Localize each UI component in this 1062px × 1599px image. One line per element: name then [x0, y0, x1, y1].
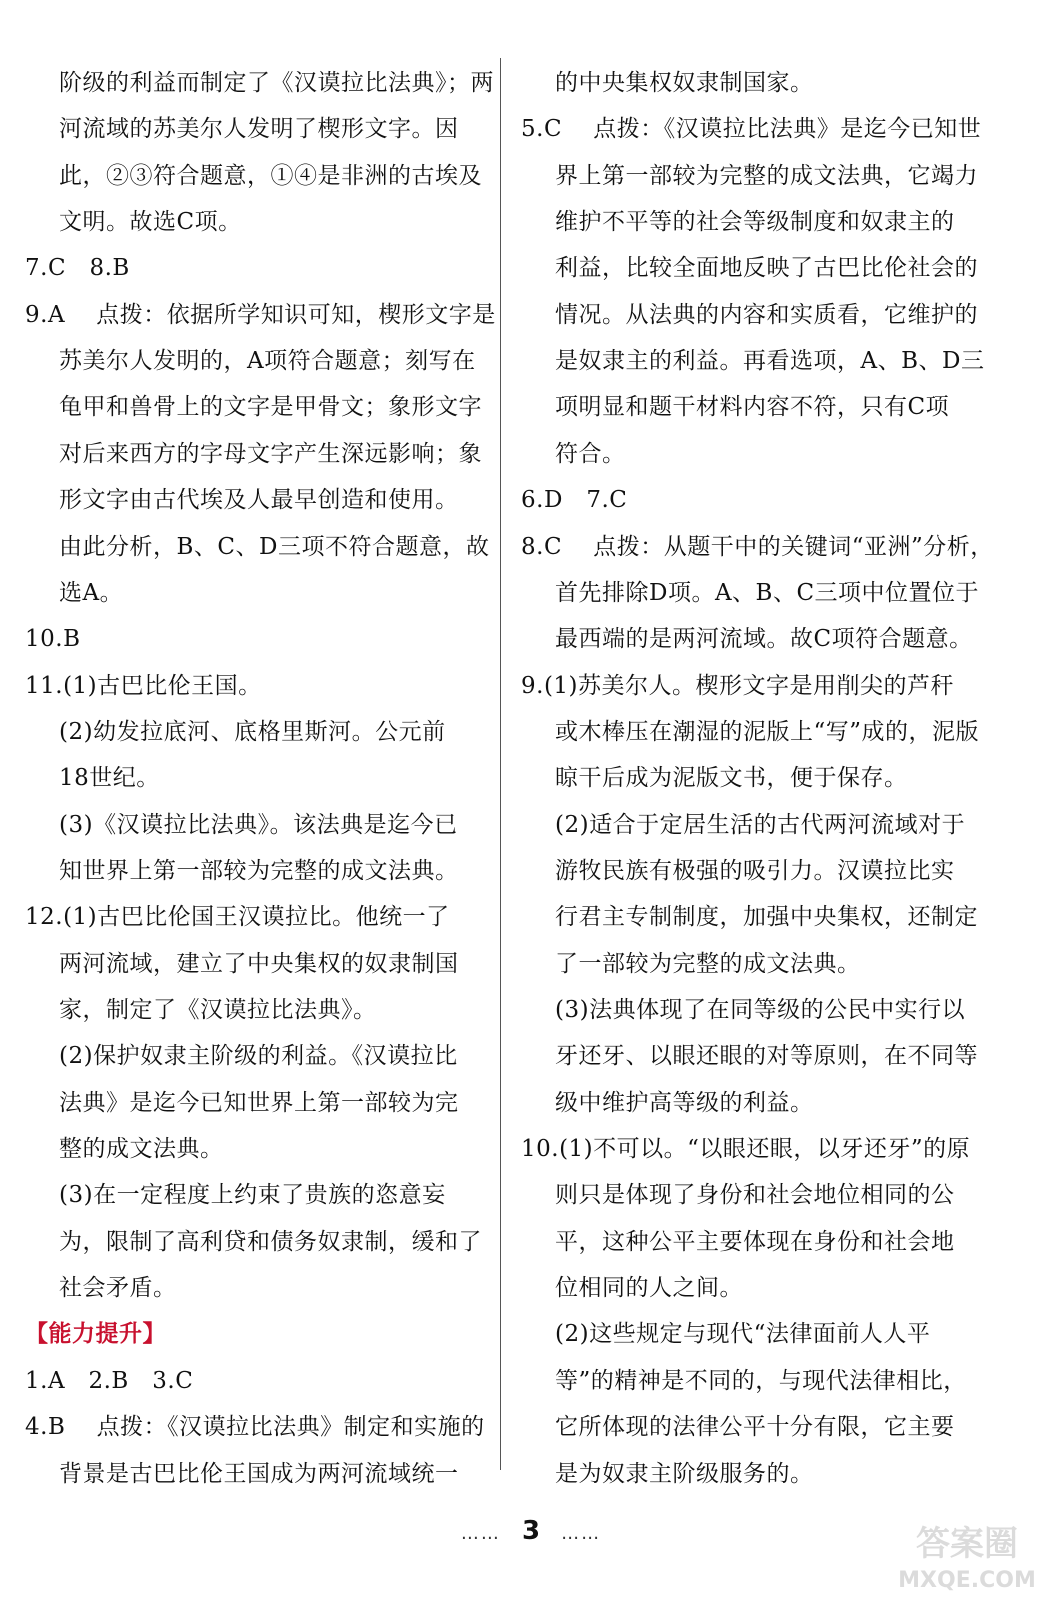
watermark-text-cn: 答案圈: [916, 1524, 1018, 1564]
text-line: 是为奴隶主阶级服务的。: [555, 1460, 814, 1487]
text-line: 了一部较为完整的成文法典。: [555, 950, 861, 977]
text-line: 维护不平等的社会等级制度和奴隶主的: [555, 209, 955, 236]
text-line: (3)法典体现了在同等级的公民中实行以: [555, 997, 966, 1023]
footer-dots-left: ……: [460, 1523, 501, 1544]
text-line: 1.A 2.B 3.C: [25, 1367, 194, 1394]
text-line: 8.C 点拨：从题干中的关键词“亚洲”分析，: [521, 533, 994, 560]
page-number: 3: [521, 1516, 541, 1546]
text-line: 形文字由古代埃及人最早创造和使用。: [59, 487, 459, 514]
text-line: 位相同的人之间。: [555, 1275, 743, 1302]
text-line: 7.C 8.B: [25, 255, 130, 282]
text-line: (2)适合于定居生活的古代两河流域对于: [555, 811, 966, 838]
text-line: 对后来西方的字母文字产生深远影响；象: [59, 440, 482, 467]
text-line: (2)幼发拉底河、底格里斯河。公元前: [59, 718, 446, 745]
text-line: 则只是体现了身份和社会地位相同的公: [555, 1182, 955, 1209]
text-line: (2)这些规定与现代“法律面前人人平: [555, 1321, 931, 1348]
text-line: 级中维护高等级的利益。: [555, 1089, 814, 1116]
text-line: 由此分析，B、C、D三项不符合题意，故: [59, 533, 490, 560]
text-line: 龟甲和兽骨上的文字是甲骨文；象形文字: [59, 394, 482, 421]
text-line: 游牧民族有极强的吸引力。汉谟拉比实: [555, 857, 955, 884]
text-line: 背景是古巴比伦王国成为两河流域统一: [59, 1460, 459, 1487]
text-line: 它所体现的法律公平十分有限，它主要: [555, 1414, 955, 1441]
text-line: 整的成文法典。: [59, 1136, 224, 1163]
text-line: 9.(1)苏美尔人。楔形文字是用削尖的芦秆: [521, 672, 955, 699]
text-line: 两河流域，建立了中央集权的奴隶制国: [59, 950, 459, 977]
text-line: 平，这种公平主要体现在身份和社会地: [555, 1228, 955, 1255]
text-line: 社会矛盾。: [59, 1275, 177, 1302]
text-line: 18世纪。: [59, 765, 160, 792]
text-line: 行君主专制制度，加强中央集权，还制定: [555, 904, 978, 931]
text-line: 河流域的苏美尔人发明了楔形文字。因: [59, 116, 459, 143]
text-line: 界上第一部较为完整的成文法典，它竭力: [555, 162, 978, 189]
text-line: 知世界上第一部较为完整的成文法典。: [59, 857, 459, 884]
text-line: 阶级的利益而制定了《汉谟拉比法典》；两: [59, 70, 494, 96]
text-line: 9.A 点拨：依据所学知识可知，楔形文字是: [25, 301, 496, 328]
text-line: 符合。: [555, 440, 626, 467]
column-divider: [500, 58, 501, 1470]
text-line: 5.C 点拨：《汉谟拉比法典》是迄今已知世: [521, 116, 982, 143]
text-line: 情况。从法典的内容和实质看，它维护的: [555, 301, 978, 328]
text-line: 项明显和题干材料内容不符，只有C项: [555, 394, 950, 421]
text-line: 文明。故选C项。: [59, 209, 242, 236]
text-line: 选A。: [59, 579, 124, 606]
section-heading: 【能力提升】: [25, 1320, 166, 1348]
text-line: 等”的精神是不同的，与现代法律相比，: [555, 1367, 967, 1394]
text-line: 家，制定了《汉谟拉比法典》。: [59, 997, 377, 1023]
text-line: 首先排除D项。A、B、C三项中位置位于: [555, 579, 980, 606]
text-line: 10.(1)不可以。“以眼还眼，以牙还牙”的原: [521, 1136, 971, 1163]
text-line: 苏美尔人发明的，A项符合题意；刻写在: [59, 348, 476, 375]
text-line: 12.(1)古巴比伦国王汉谟拉比。他统一了: [25, 904, 450, 931]
text-line: 是奴隶主的利益。再看选项，A、B、D三: [555, 348, 985, 375]
text-line: (3)《汉谟拉比法典》。该法典是迄今已: [59, 811, 458, 838]
text-line: 10.B: [25, 626, 81, 653]
watermark-logo: [882, 1515, 1052, 1595]
text-line: (3)在一定程度上约束了贵族的恣意妄: [59, 1182, 446, 1209]
watermark-text-en: MXQE.COM: [898, 1568, 1036, 1593]
text-line: 4.B 点拨：《汉谟拉比法典》制定和实施的: [25, 1414, 485, 1441]
text-line: 法典》是迄今已知世界上第一部较为完: [59, 1089, 459, 1116]
text-line: 此，②③符合题意，①④是非洲的古埃及: [59, 162, 482, 189]
text-line: 晾干后成为泥版文书，便于保存。: [555, 765, 908, 792]
footer-dots-right: ……: [561, 1523, 602, 1544]
text-line: 牙还牙、以眼还眼的对等原则，在不同等: [555, 1043, 978, 1070]
text-line: 6.D 7.C: [521, 487, 628, 514]
text-line: (2)保护奴隶主阶级的利益。《汉谟拉比: [59, 1043, 458, 1070]
text-line: 或木棒压在潮湿的泥版上“写”成的，泥版: [555, 718, 980, 745]
text-line: 11.(1)古巴比伦王国。: [25, 672, 262, 699]
text-line: 最西端的是两河流域。故C项符合题意。: [555, 626, 973, 653]
text-line: 利益，比较全面地反映了古巴比伦社会的: [555, 255, 978, 282]
text-line: 的中央集权奴隶制国家。: [555, 70, 814, 96]
text-line: 为，限制了高利贷和债务奴隶制，缓和了: [59, 1228, 482, 1255]
